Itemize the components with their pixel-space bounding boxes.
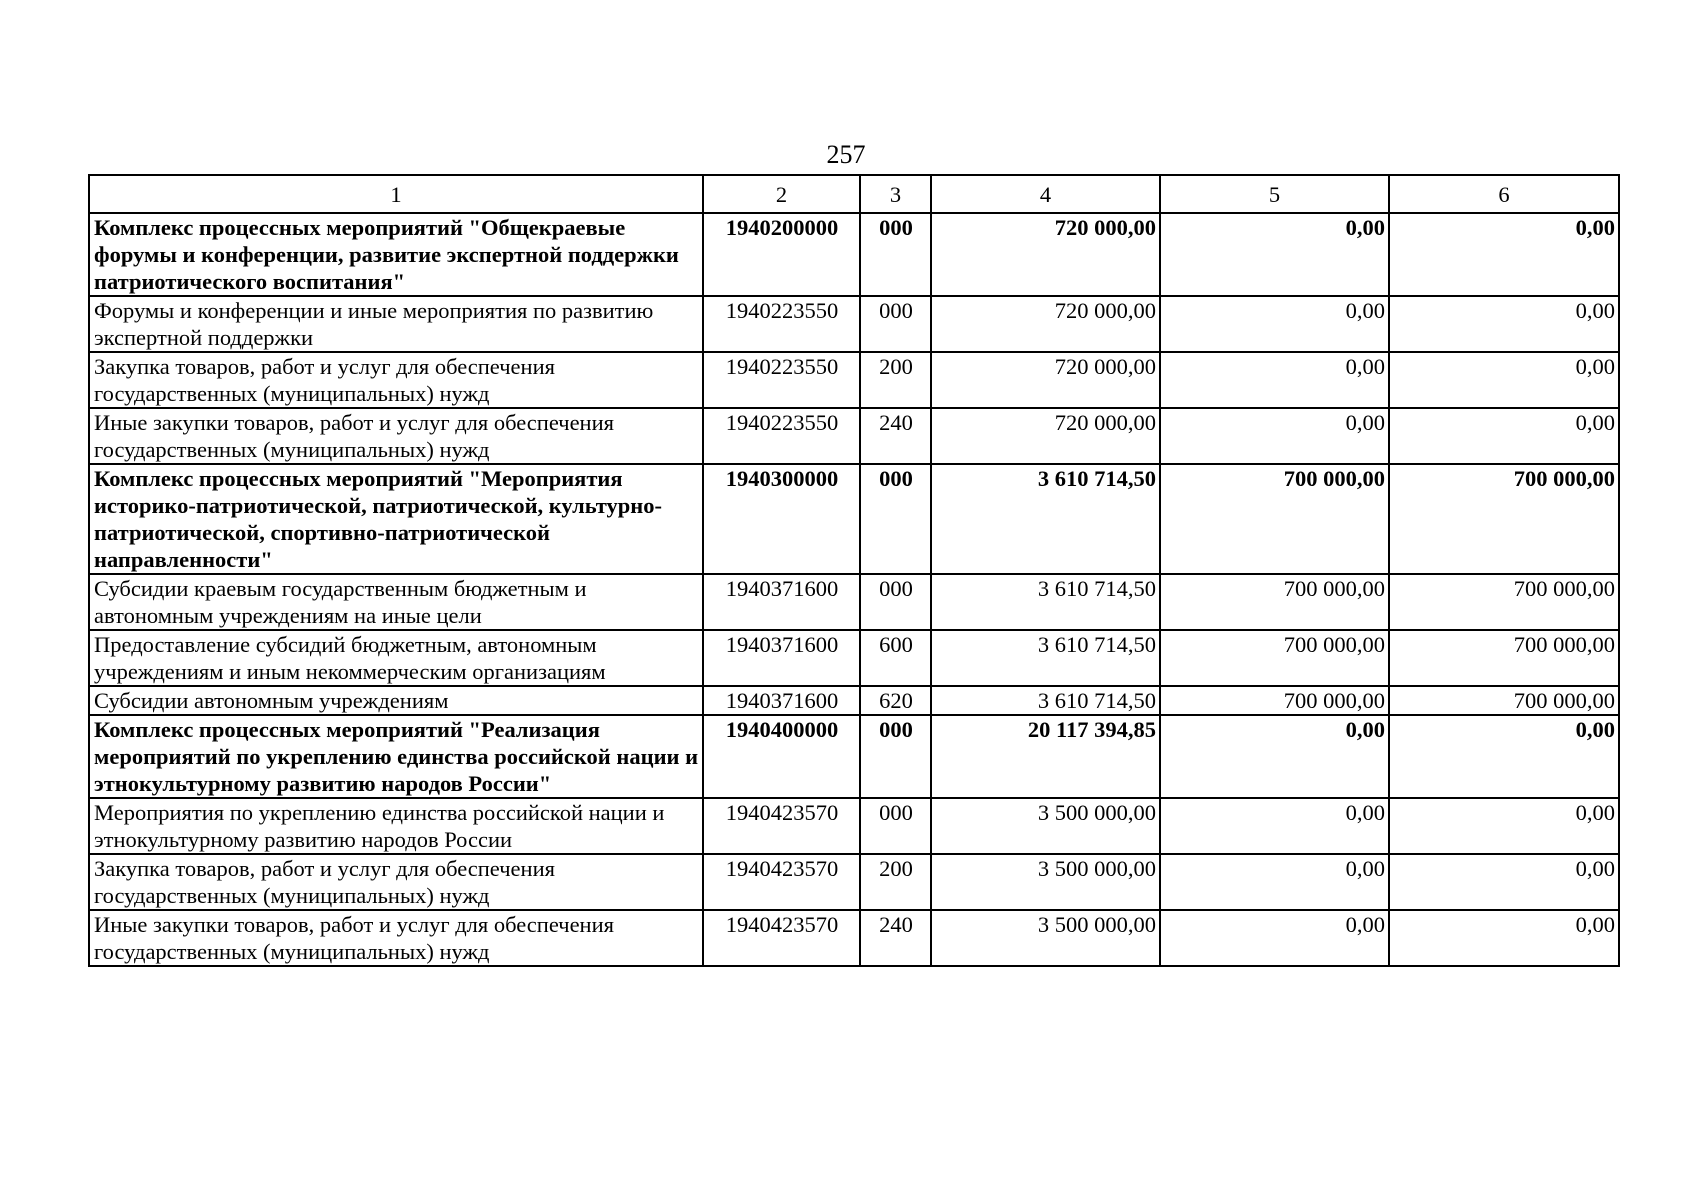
row-name-cell: Комплекс процессных мероприятий "Мероприятия историко-патриотической, патриотической, культурно-патриотической, спортивно-патриотической направленности" [89,464,703,574]
row-expense-type-cell: 620 [860,686,931,715]
row-expense-type-cell: 000 [860,464,931,574]
table-row [89,854,1619,910]
column-header-4: 4 [931,175,1160,213]
budget-table [88,174,1620,967]
row-amount-col5-cell: 0,00 [1160,798,1389,854]
row-amount-col4-cell: 3 610 714,50 [931,574,1160,630]
row-name-cell: Субсидии автономным учреждениям [89,686,703,715]
row-amount-col5-cell: 0,00 [1160,213,1389,296]
row-amount-col4-cell: 720 000,00 [931,352,1160,408]
table-row [89,408,1619,464]
row-target-code-cell: 1940223550 [703,296,860,352]
column-header-6: 6 [1389,175,1619,213]
row-expense-type-cell: 000 [860,296,931,352]
table-row [89,213,1619,296]
row-amount-col6-cell: 700 000,00 [1389,574,1619,630]
row-amount-col6-cell: 0,00 [1389,715,1619,798]
row-expense-type-cell: 200 [860,854,931,910]
row-amount-col5-cell: 700 000,00 [1160,574,1389,630]
row-name-cell: Субсидии краевым государственным бюджетным и автономным учреждениям на иные цели [89,574,703,630]
row-amount-col6-cell: 0,00 [1389,213,1619,296]
table-row [89,798,1619,854]
column-header-2: 2 [703,175,860,213]
row-amount-col5-cell: 700 000,00 [1160,686,1389,715]
row-amount-col5-cell: 0,00 [1160,910,1389,966]
row-target-code-cell: 1940400000 [703,715,860,798]
row-amount-col5-cell: 0,00 [1160,408,1389,464]
row-expense-type-cell: 200 [860,352,931,408]
row-amount-col4-cell: 3 500 000,00 [931,798,1160,854]
row-expense-type-cell: 240 [860,408,931,464]
table-row [89,910,1619,966]
row-amount-col4-cell: 720 000,00 [931,296,1160,352]
row-name-cell: Закупка товаров, работ и услуг для обеспечения государственных (муниципальных) нужд [89,854,703,910]
row-target-code-cell: 1940200000 [703,213,860,296]
table-row [89,464,1619,574]
row-expense-type-cell: 600 [860,630,931,686]
row-name-cell: Иные закупки товаров, работ и услуг для обеспечения государственных (муниципальных) нужд [89,910,703,966]
row-expense-type-cell: 240 [860,910,931,966]
row-amount-col6-cell: 0,00 [1389,408,1619,464]
row-amount-col4-cell: 3 500 000,00 [931,910,1160,966]
table-row [89,686,1619,715]
row-name-cell: Комплекс процессных мероприятий "Реализация мероприятий по укреплению единства российской нации и этнокультурному развитию народов России" [89,715,703,798]
row-amount-col6-cell: 0,00 [1389,296,1619,352]
row-target-code-cell: 1940223550 [703,352,860,408]
table-header-row [89,175,1619,213]
column-header-1: 1 [89,175,703,213]
row-name-cell: Форумы и конференции и иные мероприятия по развитию экспертной поддержки [89,296,703,352]
row-amount-col4-cell: 3 610 714,50 [931,686,1160,715]
row-target-code-cell: 1940371600 [703,630,860,686]
row-target-code-cell: 1940423570 [703,798,860,854]
row-expense-type-cell: 000 [860,574,931,630]
row-name-cell: Иные закупки товаров, работ и услуг для обеспечения государственных (муниципальных) нужд [89,408,703,464]
row-target-code-cell: 1940371600 [703,686,860,715]
row-expense-type-cell: 000 [860,715,931,798]
table-row [89,352,1619,408]
row-amount-col4-cell: 3 610 714,50 [931,630,1160,686]
row-amount-col4-cell: 720 000,00 [931,408,1160,464]
row-amount-col5-cell: 0,00 [1160,352,1389,408]
page-number: 257 [826,140,866,169]
row-amount-col6-cell: 700 000,00 [1389,630,1619,686]
row-amount-col6-cell: 700 000,00 [1389,464,1619,574]
row-amount-col4-cell: 20 117 394,85 [931,715,1160,798]
row-amount-col6-cell: 0,00 [1389,798,1619,854]
row-expense-type-cell: 000 [860,798,931,854]
table-row [89,574,1619,630]
table-row [89,630,1619,686]
row-amount-col4-cell: 3 500 000,00 [931,854,1160,910]
row-amount-col5-cell: 700 000,00 [1160,630,1389,686]
row-target-code-cell: 1940423570 [703,910,860,966]
row-amount-col6-cell: 0,00 [1389,352,1619,408]
row-amount-col5-cell: 700 000,00 [1160,464,1389,574]
row-amount-col6-cell: 0,00 [1389,910,1619,966]
row-expense-type-cell: 000 [860,213,931,296]
row-amount-col6-cell: 700 000,00 [1389,686,1619,715]
row-target-code-cell: 1940223550 [703,408,860,464]
row-amount-col4-cell: 3 610 714,50 [931,464,1160,574]
column-header-3: 3 [860,175,931,213]
row-name-cell: Предоставление субсидий бюджетным, автономным учреждениям и иным некоммерческим организациям [89,630,703,686]
row-amount-col6-cell: 0,00 [1389,854,1619,910]
row-amount-col5-cell: 0,00 [1160,296,1389,352]
row-amount-col5-cell: 0,00 [1160,715,1389,798]
table-row [89,296,1619,352]
row-amount-col5-cell: 0,00 [1160,854,1389,910]
row-name-cell: Закупка товаров, работ и услуг для обеспечения государственных (муниципальных) нужд [89,352,703,408]
row-target-code-cell: 1940371600 [703,574,860,630]
row-target-code-cell: 1940300000 [703,464,860,574]
table-row [89,715,1619,798]
row-name-cell: Мероприятия по укреплению единства российской нации и этнокультурному развитию народов России [89,798,703,854]
column-header-5: 5 [1160,175,1389,213]
row-name-cell: Комплекс процессных мероприятий "Общекраевые форумы и конференции, развитие экспертной поддержки патриотического воспитания" [89,213,703,296]
row-target-code-cell: 1940423570 [703,854,860,910]
row-amount-col4-cell: 720 000,00 [931,213,1160,296]
table-body [89,175,1619,966]
